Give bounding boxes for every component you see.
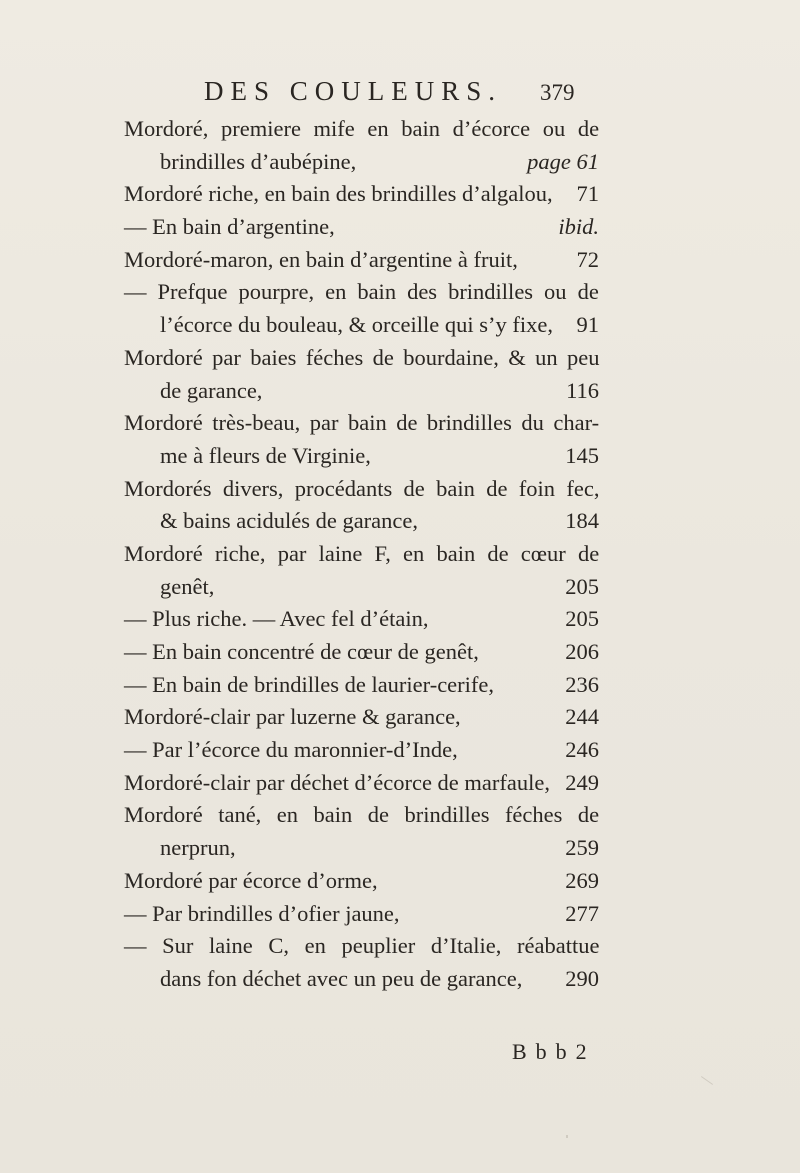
entry-text: — En bain de brindilles de laurier-cerife, bbox=[124, 671, 495, 697]
index-line bbox=[124, 178, 599, 211]
index-line bbox=[124, 538, 599, 571]
index-line bbox=[124, 636, 599, 669]
page-number: 379 bbox=[540, 80, 575, 105]
index-line bbox=[124, 473, 599, 506]
index-line bbox=[124, 244, 599, 277]
index-line bbox=[124, 342, 599, 375]
index-entries bbox=[124, 113, 599, 996]
entry-text: l’écorce du bouleau, & orceille qui s’y fixe, bbox=[160, 312, 553, 338]
index-line bbox=[124, 865, 599, 898]
entry-text: nerprun, bbox=[160, 835, 236, 861]
entry-text: dans fon déchet avec un peu de garance, bbox=[160, 965, 523, 991]
index-line bbox=[124, 603, 599, 636]
index-line bbox=[124, 898, 599, 931]
entry-text: Mordoré riche, par laine F, en bain de cœur de bbox=[124, 540, 600, 566]
entry-text: — Plus riche. — Avec fel d’étain, bbox=[124, 606, 429, 632]
page-reference: 71 bbox=[576, 181, 599, 207]
index-line bbox=[124, 276, 599, 309]
running-head bbox=[204, 74, 604, 114]
running-head-title: DES COULEURS. bbox=[204, 76, 503, 106]
page-reference: 206 bbox=[565, 639, 599, 664]
entry-text: — Par l’écorce du maronnier-d’Inde, bbox=[124, 737, 458, 763]
page-reference: 145 bbox=[565, 442, 599, 468]
page-reference: 259 bbox=[565, 835, 599, 861]
page-reference: 205 bbox=[565, 573, 599, 599]
index-line bbox=[124, 375, 599, 408]
index-line bbox=[124, 440, 599, 473]
entry-text: Mordoré tané, en bain de brindilles féches de bbox=[124, 802, 600, 828]
entry-text: & bains acidulés de garance, bbox=[160, 508, 419, 534]
entry-text: Mordoré-maron, en bain d’argentine à fruit, bbox=[124, 246, 518, 272]
index-line bbox=[124, 734, 599, 767]
entry-text: Mordoré-clair par déchet d’écorce de marfaule, bbox=[124, 769, 550, 795]
entry-text: de garance, bbox=[160, 377, 263, 403]
page-reference: 205 bbox=[565, 606, 599, 632]
page-reference: 249 bbox=[565, 769, 599, 795]
page-reference: 116 bbox=[566, 377, 599, 403]
entry-text: — Prefque pourpre, en bain des brindilles ou de bbox=[124, 279, 599, 305]
page-reference: 269 bbox=[565, 867, 599, 893]
entry-text: — En bain concentré de cœur de genêt, bbox=[124, 639, 479, 664]
entry-text: Mordoré très-beau, par bain de brindilles du char- bbox=[124, 410, 600, 436]
entry-text: me à fleurs de Virginie, bbox=[160, 442, 371, 468]
entry-text: Mordorés divers, procédants de bain de foin fec, bbox=[124, 475, 600, 501]
index-line bbox=[124, 146, 599, 179]
index-line bbox=[124, 505, 599, 538]
page-reference: 184 bbox=[565, 508, 599, 534]
index-line bbox=[124, 930, 599, 963]
index-line bbox=[124, 669, 599, 702]
index-line bbox=[124, 571, 599, 604]
index-line bbox=[124, 832, 599, 865]
entry-text: — En bain d’argentine, bbox=[124, 214, 335, 240]
entry-text: Mordoré par baies féches de bourdaine, & un peu bbox=[124, 344, 600, 370]
index-line bbox=[124, 799, 599, 832]
page-reference: 277 bbox=[565, 900, 599, 926]
index-line bbox=[124, 963, 599, 996]
entry-text: — Sur laine C, en peuplier d’Italie, réabattue bbox=[124, 933, 600, 959]
entry-text: Mordoré par écorce d’orme, bbox=[124, 867, 378, 893]
paper-speck bbox=[566, 1135, 568, 1138]
entry-text: — Par brindilles d’ofier jaune, bbox=[124, 900, 400, 926]
printer-signature: Bbb2 bbox=[512, 1039, 596, 1064]
page-reference: 246 bbox=[565, 737, 599, 763]
index-line bbox=[124, 211, 599, 244]
index-line bbox=[124, 701, 599, 734]
page-reference: 290 bbox=[565, 965, 599, 991]
page-reference: 244 bbox=[565, 704, 599, 730]
index-line bbox=[124, 407, 599, 440]
index-line bbox=[124, 767, 599, 800]
page-reference: page 61 bbox=[527, 148, 599, 174]
entry-text: Mordoré-clair par luzerne & garance, bbox=[124, 704, 461, 730]
index-line bbox=[124, 309, 599, 342]
page-reference: 236 bbox=[565, 671, 599, 697]
paper-speck bbox=[701, 1076, 713, 1085]
page-reference: 91 bbox=[576, 312, 599, 338]
page-reference: ibid. bbox=[558, 214, 599, 240]
entry-text: Mordoré riche, en bain des brindilles d’algalou, bbox=[124, 181, 553, 207]
entry-text: Mordoré, premiere mife en bain d’écorce ou de bbox=[124, 116, 600, 141]
entry-text: genêt, bbox=[160, 573, 215, 599]
entry-text: brindilles d’aubépine, bbox=[160, 148, 357, 174]
index-line bbox=[124, 113, 599, 146]
page-reference: 72 bbox=[576, 246, 599, 272]
